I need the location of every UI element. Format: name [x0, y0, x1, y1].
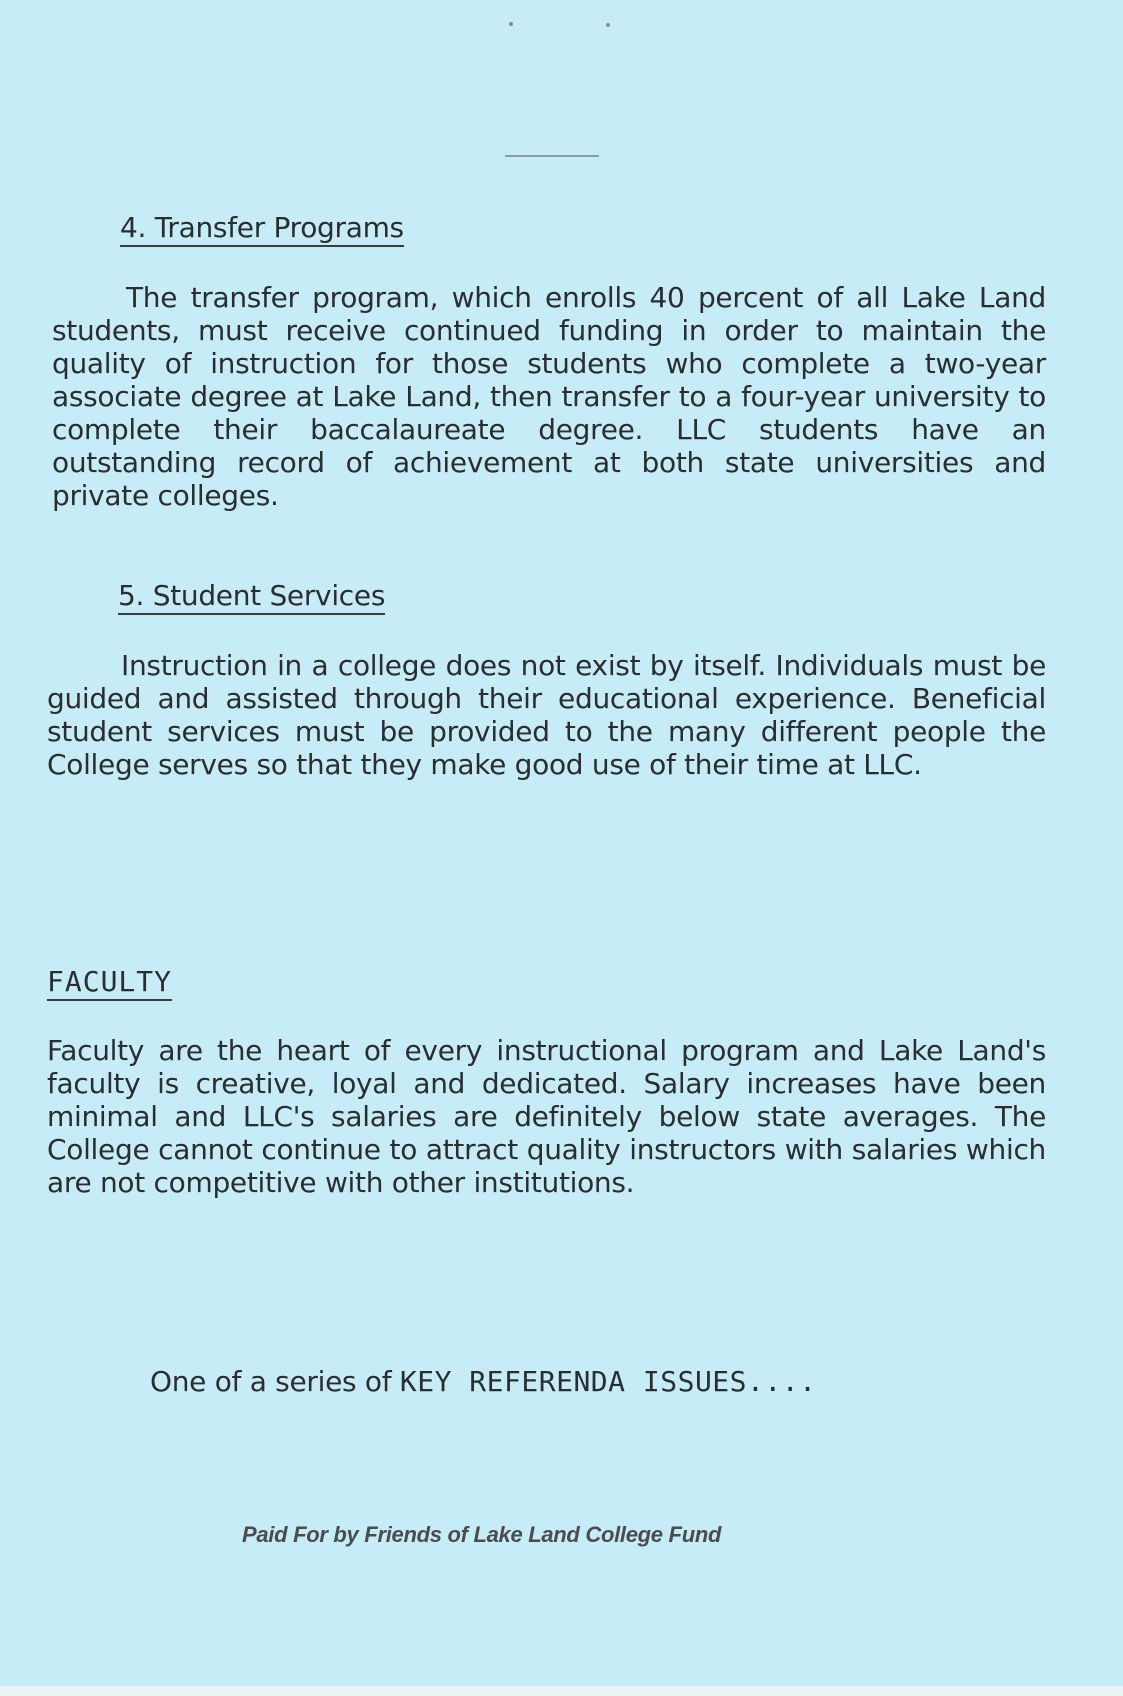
- referenda-tagline: [150, 1365, 816, 1399]
- top-rule: [505, 155, 599, 157]
- page-bottom-edge: [0, 1686, 1123, 1696]
- speck-mark: [606, 23, 610, 27]
- paid-for-notice: Paid For by Friends of Lake Land College Fund: [242, 1522, 722, 1547]
- transfer-programs-paragraph: The transfer program, which enrolls 40 percent of all Lake Land students, must receive continued funding in order to maintain the quality of instruction for those students who complete a two-year associate degree at Lake Land, then transfer to a four-year university to complete their baccalaureate degree. LLC students have an outstanding record of achievement at both state universities and private colleges.: [52, 281, 1046, 512]
- transfer-programs-heading: 4. Transfer Programs: [120, 212, 404, 247]
- student-services-heading: 5. Student Services: [118, 580, 385, 615]
- tagline-prefix: One of a series of: [150, 1365, 400, 1398]
- speck-mark: [509, 22, 513, 26]
- student-services-paragraph: Instruction in a college does not exist by itself. Individuals must be guided and assisted through their educational experience. Beneficial student services must be provided to the many different people the College serves so that they make good use of their time at LLC.: [47, 649, 1046, 781]
- faculty-paragraph: Faculty are the heart of every instructional program and Lake Land's faculty is creative, loyal and dedicated. Salary increases have been minimal and LLC's salaries are definitely below state averages. The College cannot continue to attract quality instructors with salaries which are not competitive with other institutions.: [47, 1034, 1046, 1199]
- tagline-key-issues: KEY REFERENDA ISSUES....: [399, 1365, 817, 1398]
- faculty-heading: FACULTY: [47, 966, 172, 1001]
